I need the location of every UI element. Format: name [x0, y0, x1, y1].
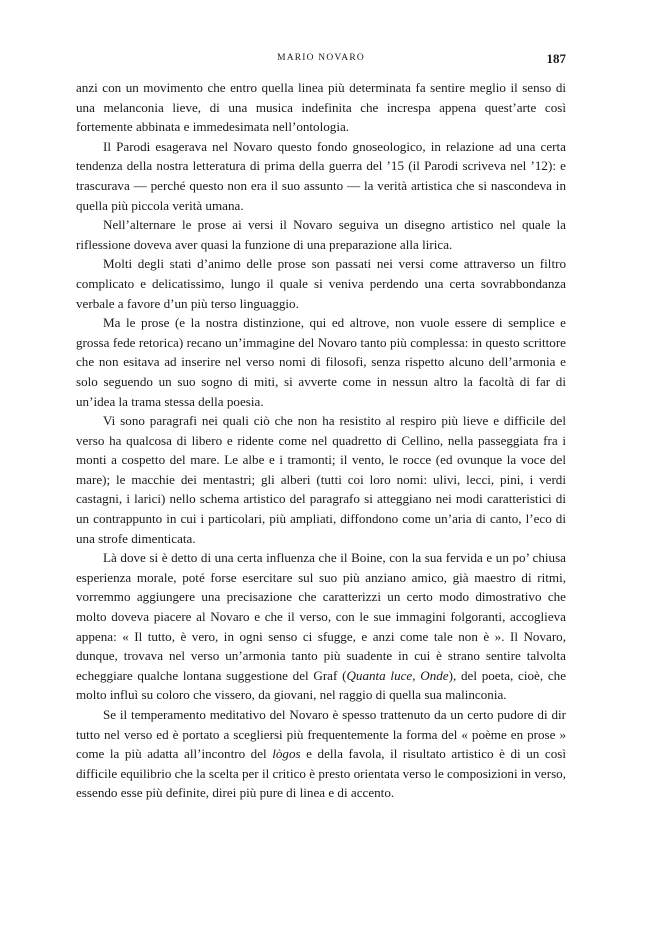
- paragraph: [76, 137, 566, 215]
- paragraph-text: Vi sono paragrafi nei quali ciò che non ha resistito al respiro più lieve e difficile del verso ha qualcosa di libero e ridente come nel quadretto di Cellino, nella passeggiata fra i monti a cospetto del mare. Le albe e i tramonti; il vento, le rocce (ed ovunque la voce del mare); le macchie dei mentastri; gli alberi (tutti coi loro nomi: ulivi, lecci, pini, i verdi castagni, i larici) nello schema artistico del paragrafo si atteggiano nei modi caratteristici di un contrappunto in cui i particolari, più ampliati, diffondono come un’aria di canto, l’eco di una strofe dimenticata.: [76, 413, 566, 546]
- paragraph-text: ,: [412, 667, 421, 683]
- paragraph-text: anzi con un movimento che entro quella linea più determinata fa sentire meglio il senso di una melanconia lieve, di una musica indefinita che increspa appena quest’arte così fortemente abbinata e immedesimata nell’ontologia.: [76, 80, 566, 135]
- paragraph-text: ), del poeta, cioè, che molto influì su coloro che vissero, da giovani, nel raggio di quella sua malinconia.: [76, 667, 567, 703]
- italic-text: Onde: [420, 667, 449, 683]
- paragraph: [76, 254, 566, 313]
- running-head: [76, 51, 566, 69]
- paragraph-text: Se il temperamento meditativo del Novaro è spesso trattenuto da un certo pudore di dir tutto nel verso ed è portato a scegliersi più frequentemente la forma del « poème en prose » come la più adatta all’incontro del: [76, 707, 566, 762]
- paragraph: [76, 548, 566, 705]
- paragraph: [76, 411, 566, 548]
- paragraph-text: Molti degli stati d’animo delle prose son passati nei versi come attraverso un filtro complicato e delicatissimo, lungo il quale si veniva perdendo una certa sovrabbondanza verbale a favore d’un più terso linguaggio.: [76, 256, 566, 311]
- italic-text: lògos: [272, 746, 301, 762]
- paragraph-text: Là dove si è detto di una certa influenza che il Boine, con la sua fervida e un po’ chiusa esperienza morale, poté forse esercitare sul suo più anziano amico, già maestro di ritmi, vorremmo aggiungere una precisazione che caratterizzi un certo modo dimostrativo che molto doveva piacere al Novaro e che il verso, con le sue immagini folgoranti, accoglieva appena: « Il tutto, è vero, in ogni senso ci sfugge, e anzi come tale non è ». Il Novaro, dunque, trovava nel verso un’armonia tanto più suadente in cui è strano sentire talvolta echeggiare qualche lontana suggestione del Graf (: [76, 550, 566, 683]
- paragraph: [76, 215, 566, 254]
- paragraph-text: e della favola, il risultato artistico è di un così difficile equilibrio che la scelta per il critico è presto orientata verso le composizioni in verso, essendo esse più definite, direi più pure di linea e di accento.: [76, 746, 566, 801]
- paragraph-text: Ma le prose (e la nostra distinzione, qui ed altrove, non vuole essere di semplice e grossa fede retorica) recano un’immagine del Novaro tanto più complessa: in questo scrittore che non esitava ad inserire nel verso nomi di filosofi, senza rispetto alcuno dell’armonia e solo seguendo un suo sogno di miti, si avverte come in nessun altro la facoltà di far di un’idea la trama stessa della poesia.: [76, 315, 566, 409]
- running-head-author: MARIO NOVARO: [277, 53, 365, 63]
- paragraph: [76, 313, 566, 411]
- paragraph: [76, 78, 566, 137]
- paragraph-text: Il Parodi esagerava nel Novaro questo fondo gnoseologico, in relazione ad una certa tendenza della nostra letteratura di prima della guerra del ’15 (il Parodi scriveva nel ’12): e trascurava — perché questo non era il suo assunto — la verità artistica che si nascondeva in quella più piccola verità umana.: [76, 138, 566, 213]
- italic-text: Quanta luce: [346, 667, 413, 683]
- paragraph: [76, 705, 566, 803]
- body-text: [76, 78, 566, 803]
- page-number: 187: [546, 51, 566, 66]
- paragraph-text: Nell’alternare le prose ai versi il Novaro seguiva un disegno artistico nel quale la riflessione doveva aver quasi la funzione di una preparazione alla lirica.: [76, 217, 566, 252]
